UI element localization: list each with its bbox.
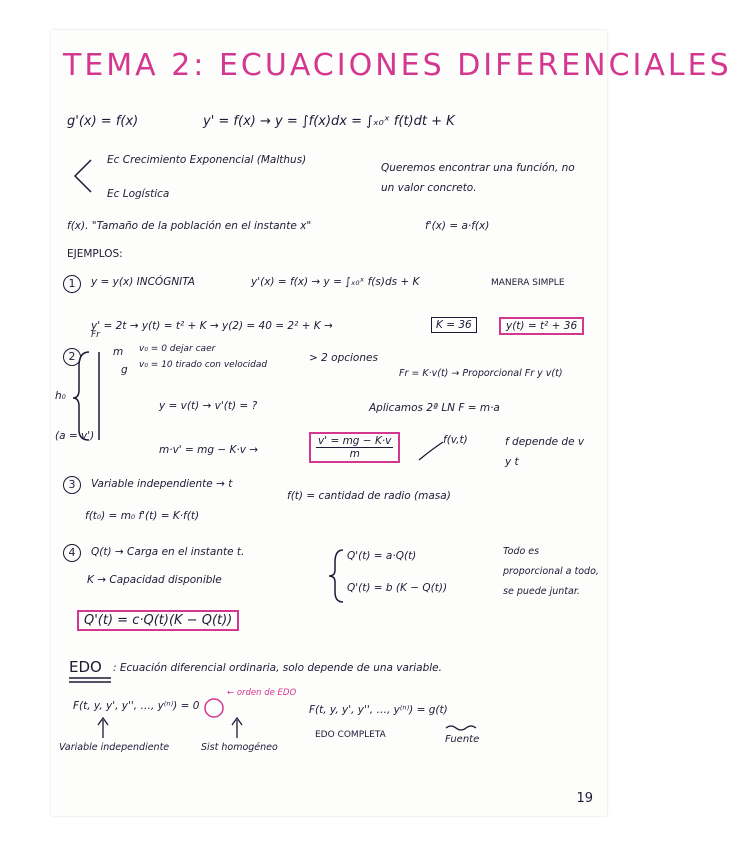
ex2-depends: f depende de v y t xyxy=(505,436,585,468)
edo-orden: ← orden de EDO xyxy=(227,688,297,698)
ex3-initial: f(t₀) = m₀ f'(t) = K·f(t) xyxy=(85,510,200,522)
ex2-height: h₀ xyxy=(55,390,66,402)
ex1-solution-steps: y' = 2t → y(t) = t² + K → y(2) = 40 = 2² + K → xyxy=(91,320,333,332)
ex2-boxed-ode xyxy=(309,432,400,463)
example-2-number: 2 xyxy=(63,348,81,366)
handwritten-marks xyxy=(51,30,607,816)
ex3-radio: f(t) = cantidad de radio (masa) xyxy=(287,490,451,502)
edo-label: EDO xyxy=(69,658,102,676)
edo-complete-eq: F(t, y, y', y'', …, y⁽ⁿ⁾) = g(t) xyxy=(309,704,448,716)
ec-logistica: Ec Logística xyxy=(107,188,170,200)
ex2-fraction xyxy=(316,435,393,460)
notebook-page xyxy=(51,30,732,816)
example-4-number: 4 xyxy=(63,544,81,562)
ec-exponencial: Ec Crecimiento Exponencial (Malthus) xyxy=(107,154,307,166)
ex2-v0-tirado: v₀ = 10 tirado con velocidad xyxy=(139,360,268,370)
ex3-variable: Variable independiente → t xyxy=(91,478,233,490)
page-title: TEMA 2: ECUACIONES DIFERENCIALES xyxy=(63,48,732,83)
ex4-note: Todo es proporcional a todo, se puede juntar. xyxy=(503,546,599,597)
intro-note: Queremos encontrar una función, no un valor concreto. xyxy=(381,162,575,194)
ex4-capacidad: K → Capacidad disponible xyxy=(87,574,222,586)
ex1-integral: y'(x) = f(x) → y = ∫ₓ₀ˣ f(s)ds + K xyxy=(251,276,420,288)
ex4-boxed-ode: Q'(t) = c·Q(t)(K − Q(t)) xyxy=(77,610,239,631)
ex2-newton-law: Aplicamos 2ª LN F = m·a xyxy=(369,402,500,414)
ex2-fraction-num: v' = mg − K·v xyxy=(318,435,392,447)
ex2-acceleration: (a = v') xyxy=(55,430,95,442)
edo-fuente: Fuente xyxy=(445,734,480,745)
example-3-number: 3 xyxy=(63,476,81,494)
edo-homogeneous-eq: F(t, y, y', y'', …, y⁽ⁿ⁾) = 0 xyxy=(73,700,200,712)
ex2-v0-dejar-caer: v₀ = 0 dejar caer xyxy=(139,344,216,354)
ex2-friction: Fr = K·v(t) → Proporcional Fr y v(t) xyxy=(399,368,563,379)
ex1-boxed-solution: y(t) = t² + 36 xyxy=(499,317,584,335)
examples-header: EJEMPLOS: xyxy=(67,248,123,260)
ex2-mass: m xyxy=(113,346,124,358)
edo-sist-homogeneo: Sist homogéneo xyxy=(201,742,278,753)
edo-completa: EDO COMPLETA xyxy=(315,730,386,740)
ex1-incognita: y = y(x) INCÓGNITA xyxy=(91,276,195,288)
integral-def: y' = f(x) → y = ∫f(x)dx = ∫ₓ₀ˣ f(t)dt + K xyxy=(203,114,455,129)
ex4-system-eq1: Q'(t) = a·Q(t) xyxy=(347,550,417,562)
fx-relation: f'(x) = a·f(x) xyxy=(425,220,490,232)
ex2-gravity: g xyxy=(121,364,128,376)
ex2-fraction-den: m xyxy=(349,448,360,460)
page-number: 19 xyxy=(576,791,593,806)
ex1-manera-simple: MANERA SIMPLE xyxy=(491,278,565,288)
derivative-def: g'(x) = f(x) xyxy=(67,114,139,129)
ex2-velocity: y = v(t) → v'(t) = ? xyxy=(159,400,258,412)
ex4-system-eq2: Q'(t) = b (K − Q(t)) xyxy=(347,582,448,594)
ex1-boxed-k: K = 36 xyxy=(431,317,477,333)
ex2-opciones: > 2 opciones xyxy=(309,352,378,364)
edo-definition: : Ecuación diferencial ordinaria, solo depende de una variable. xyxy=(113,662,442,674)
fx-definition: f(x). "Tamaño de la población en el instante x" xyxy=(67,220,312,232)
example-1-number: 1 xyxy=(63,275,81,293)
ex4-carga: Q(t) → Carga en el instante t. xyxy=(91,546,245,558)
ex2-fvt: f(v,t) xyxy=(443,434,468,446)
ex2-motion-eq: m·v' = mg − K·v → xyxy=(159,444,259,456)
edo-var-independiente: Variable independiente xyxy=(59,742,170,753)
ex2-fr-label: Fr xyxy=(91,330,100,340)
